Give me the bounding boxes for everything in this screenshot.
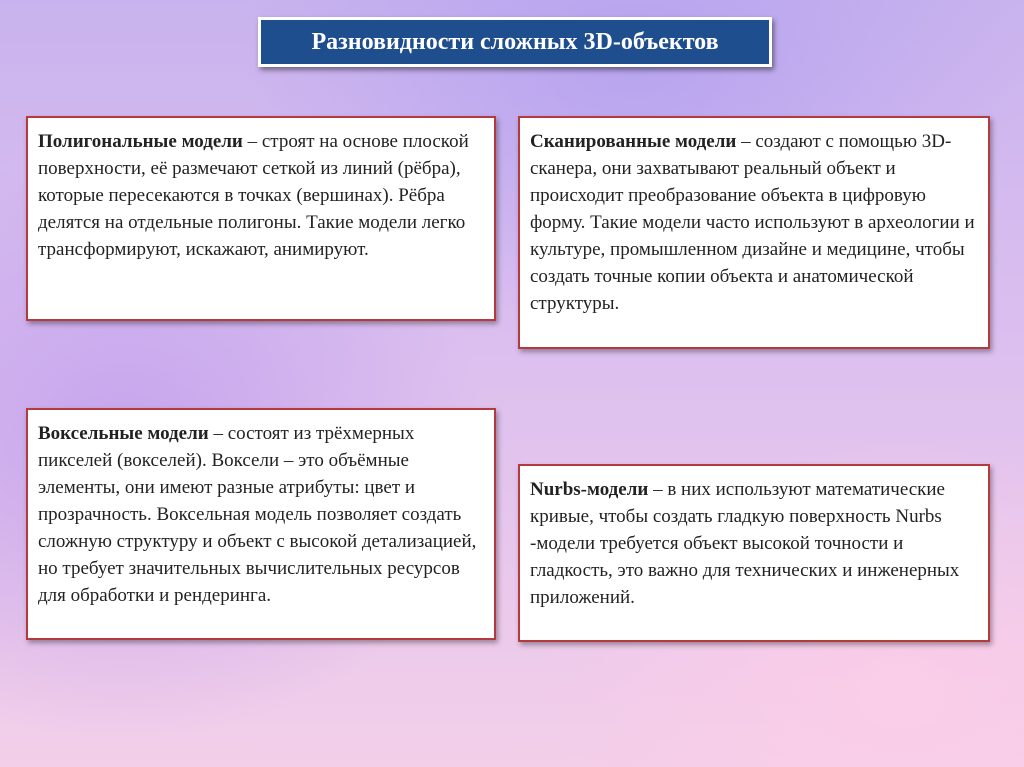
card-nurbs-heading: Nurbs-модели	[530, 479, 649, 500]
card-voxel-models	[26, 408, 496, 640]
card-polygonal-heading: Полигональные модели	[38, 131, 243, 152]
card-scanned-heading: Сканированные модели	[530, 131, 737, 152]
card-nurbs-models	[518, 464, 990, 642]
card-voxel-heading: Воксельные модели	[38, 423, 209, 444]
slide-title	[258, 17, 772, 67]
card-scanned-text: – создают с помощью 3D-сканера, они захватывают реальный объект и происходит преобразование объекта в цифровую форму. Такие модели часто используют в археологии и культуре, промышленном дизайне и медицине, чтобы создать точные копии объекта и анатомической структуры.	[530, 131, 975, 314]
card-nurbs-text: – в них используют математические кривые, чтобы создать гладкую поверхность Nurbs -модели требуется объект высокой точности и гладкость, это важно для технических и инженерных приложений.	[530, 479, 960, 608]
card-scanned-models	[518, 116, 990, 349]
card-voxel-text: – состоят из трёхмерных пикселей (вокселей). Воксели – это объёмные элементы, они имеют разные атрибуты: цвет и прозрачность. Воксельная модель позволяет создать сложную структуру и объект с высокой детализацией, но требует значительных вычислительных ресурсов для обработки и рендеринга.	[38, 423, 477, 606]
card-polygonal-models	[26, 116, 496, 321]
card-polygonal-text: – строят на основе плоской поверхности, её размечают сеткой из линий (рёбра), которые пересекаются в точках (вершинах). Рёбра делятся на отдельные полигоны. Такие модели легко трансформируют, искажают, анимируют.	[38, 131, 469, 260]
slide-title-text: Разновидности сложных 3D-объектов	[311, 28, 719, 55]
